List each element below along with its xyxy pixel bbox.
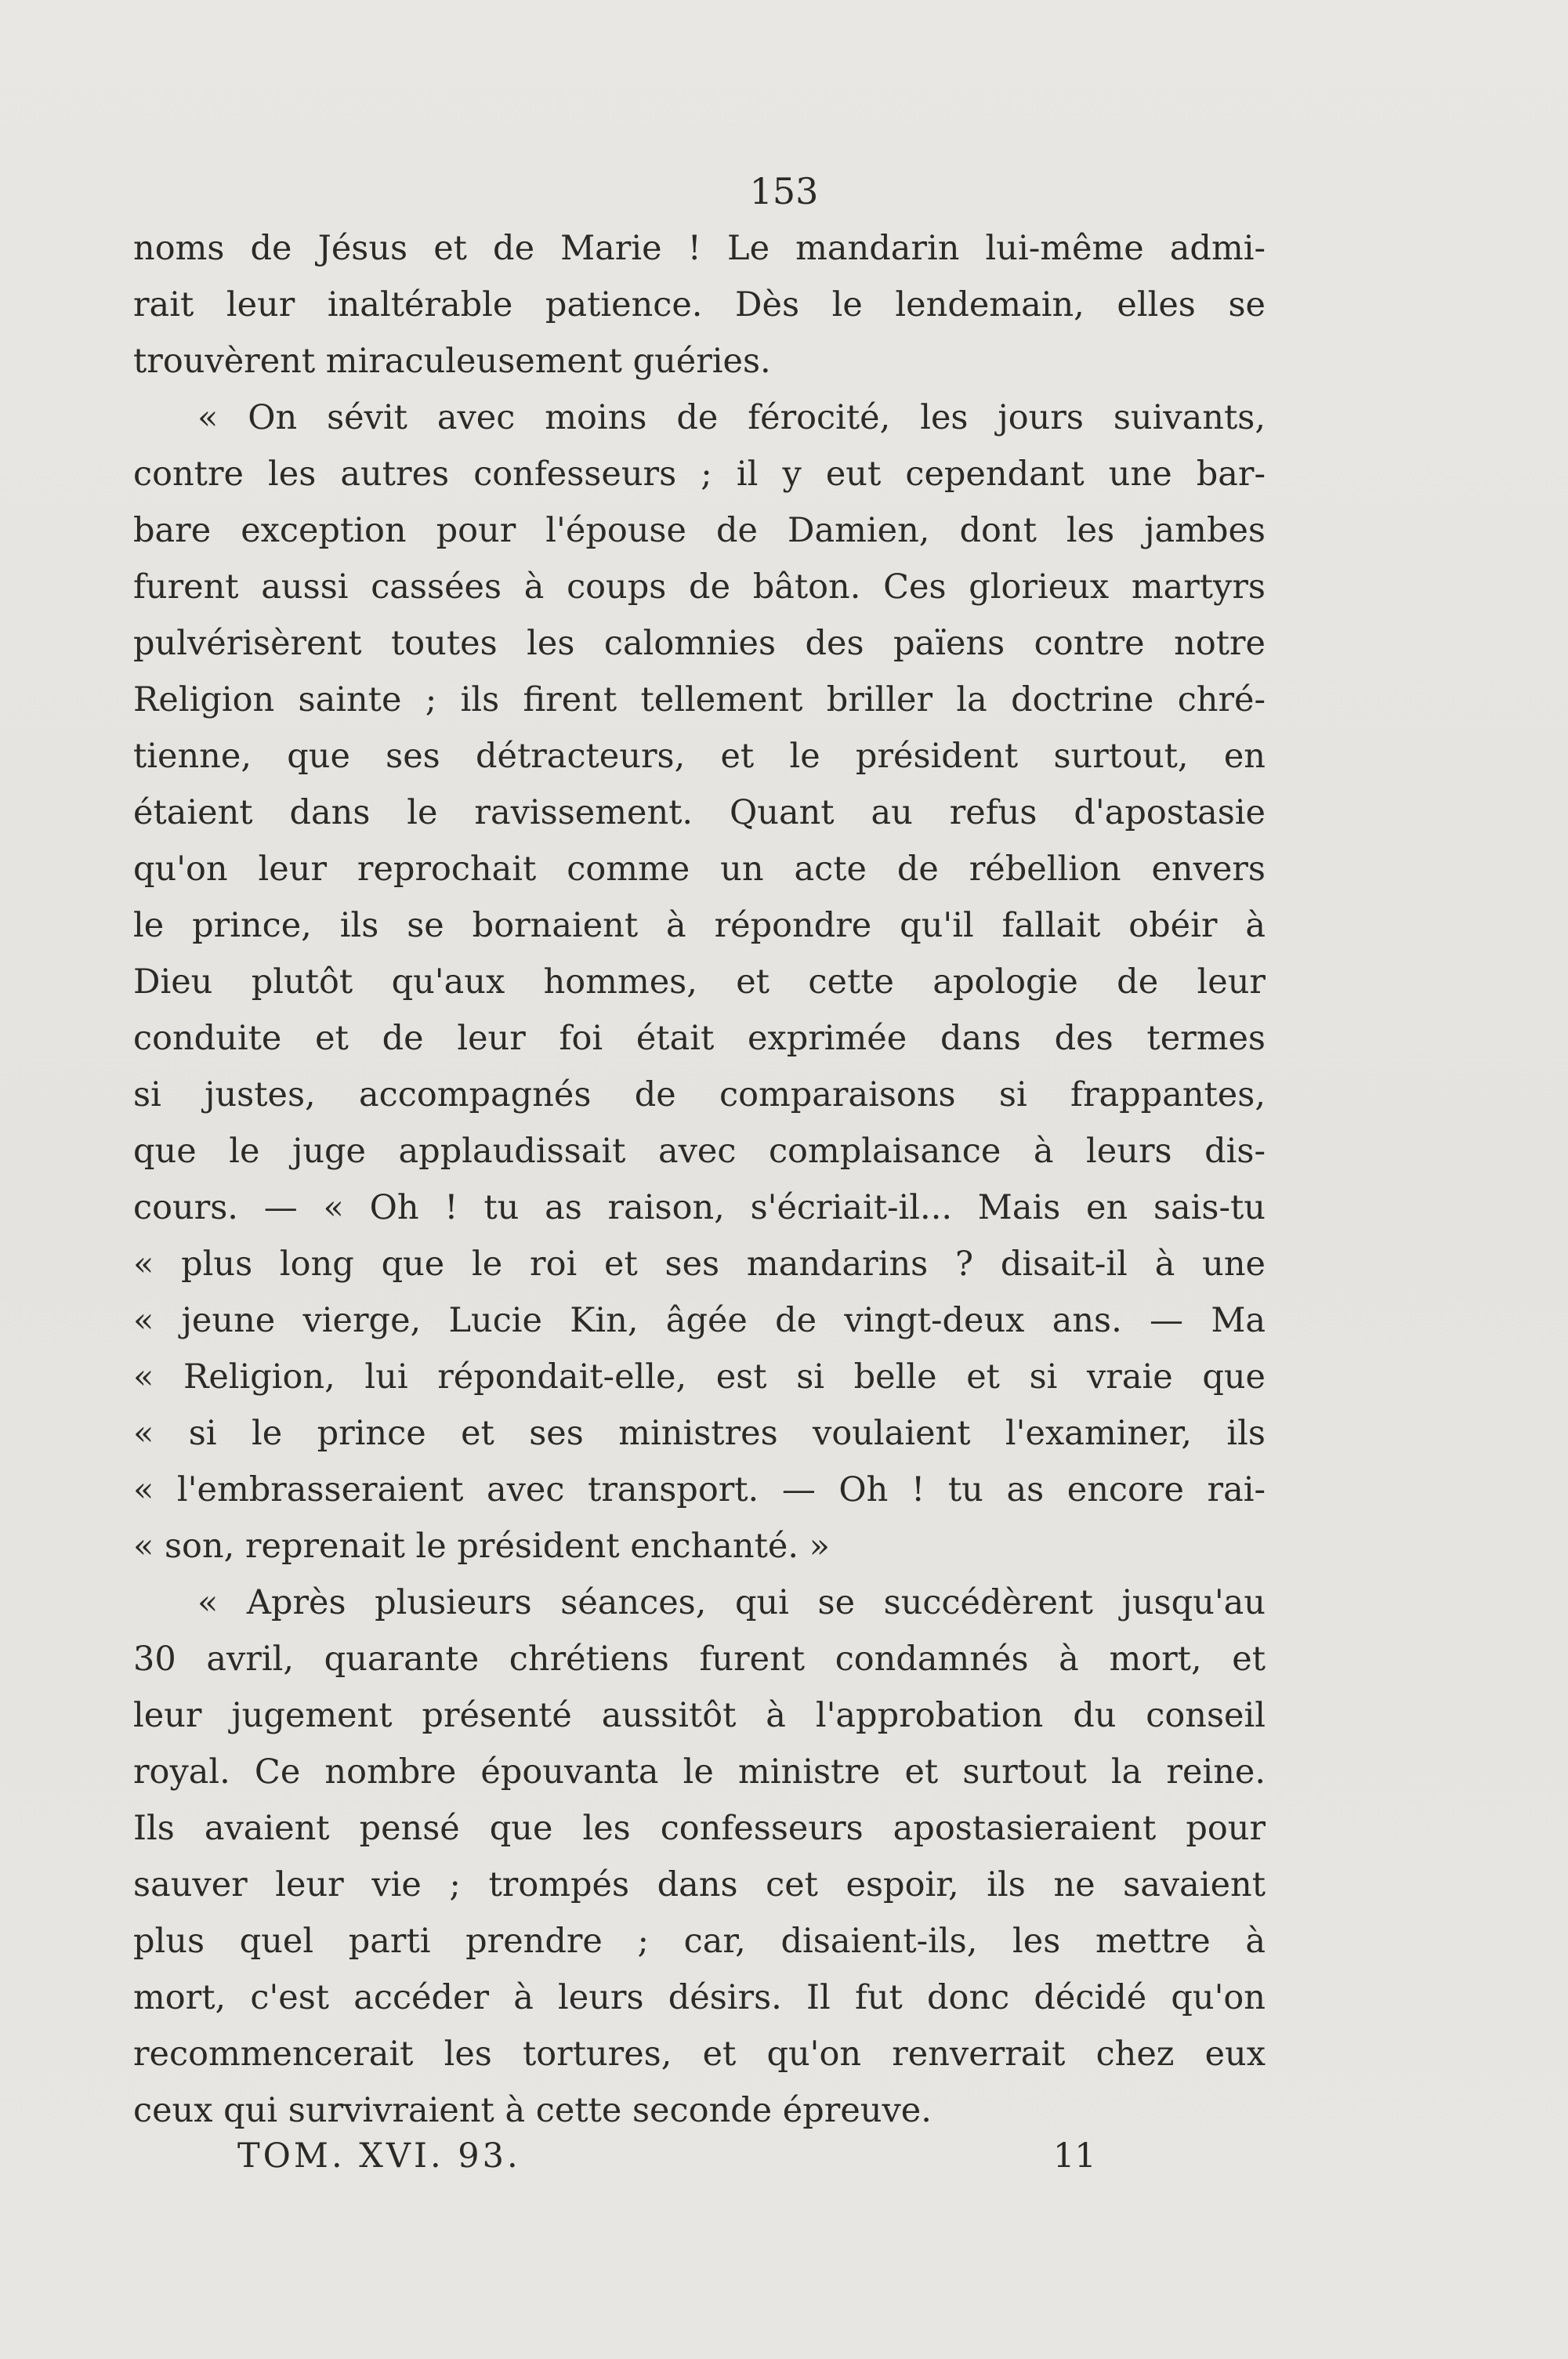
text-line: que le juge applaudissait avec complaisance à leurs dis- [133,1132,1266,1171]
text-line: « Religion, lui répondait-elle, est si belle et si vraie que [133,1357,1266,1397]
text-line: trouvèrent miraculeusement guéries. [133,342,771,381]
text-line: furent aussi cassées à coups de bâton. Ces glorieux martyrs [133,567,1266,607]
text-line: Religion sainte ; ils firent tellement briller la doctrine chré- [133,680,1266,719]
text-line: « Après plusieurs séances, qui se succédèrent jusqu'au [197,1583,1266,1622]
text-line: leur jugement présenté aussitôt à l'approbation du conseil [133,1696,1266,1735]
body-text [133,220,1266,2139]
text-line: « On sévit avec moins de férocité, les jours suivants, [197,398,1266,437]
sheet-number: 11 [1053,2136,1096,2176]
text-line: qu'on leur reprochait comme un acte de rébellion envers [133,850,1266,889]
text-line: conduite et de leur foi était exprimée dans des termes [133,1019,1266,1058]
text-line: plus quel parti prendre ; car, disaient-ils, les mettre à [133,1922,1266,1961]
text-line: « plus long que le roi et ses mandarins ? disait-il à une [133,1245,1266,1284]
text-line: « son, reprenait le président enchanté. » [133,1527,830,1566]
text-line: sauver leur vie ; trompés dans cet espoir, ils ne savaient [133,1865,1266,1904]
text-line: mort, c'est accéder à leurs désirs. Il fut donc décidé qu'on [133,1978,1266,2017]
page-footer [0,2128,1568,2184]
text-line: le prince, ils se bornaient à répondre qu'il fallait obéir à [133,906,1266,945]
text-line: royal. Ce nombre épouvanta le ministre et surtout la reine. [133,1752,1266,1792]
page-number: 153 [749,170,819,212]
text-line: « si le prince et ses ministres voulaient l'examiner, ils [133,1414,1266,1453]
text-line: noms de Jésus et de Marie ! Le mandarin lui-même admi- [133,229,1266,268]
text-line: « jeune vierge, Lucie Kin, âgée de vingt-deux ans. — Ma [133,1301,1266,1340]
text-line: Ils avaient pensé que les confesseurs apostasieraient pour [133,1809,1266,1848]
text-line: contre les autres confesseurs ; il y eut cependant une bar- [133,455,1266,494]
text-line: cours. — « Oh ! tu as raison, s'écriait-il... Mais en sais-tu [133,1188,1266,1227]
text-line: « l'embrasseraient avec transport. — Oh ! tu as encore rai- [133,1470,1266,1509]
text-line: tienne, que ses détracteurs, et le président surtout, en [133,737,1266,776]
text-line: si justes, accompagnés de comparaisons si frappantes, [133,1075,1266,1114]
text-line: Dieu plutôt qu'aux hommes, et cette apologie de leur [133,962,1266,1002]
text-line: bare exception pour l'épouse de Damien, dont les jambes [133,511,1266,550]
volume-signature: TOM. XVI. 93. [237,2136,521,2176]
text-line: pulvérisèrent toutes les calomnies des païens contre notre [133,624,1266,663]
text-line: étaient dans le ravissement. Quant au refus d'apostasie [133,793,1266,832]
text-line: ceux qui survivraient à cette seconde épreuve. [133,2091,932,2130]
text-line: 30 avril, quarante chrétiens furent condamnés à mort, et [133,1640,1266,1679]
text-line: recommencerait les tortures, et qu'on renverrait chez eux [133,2035,1266,2074]
text-line: rait leur inaltérable patience. Dès le lendemain, elles se [133,285,1266,324]
